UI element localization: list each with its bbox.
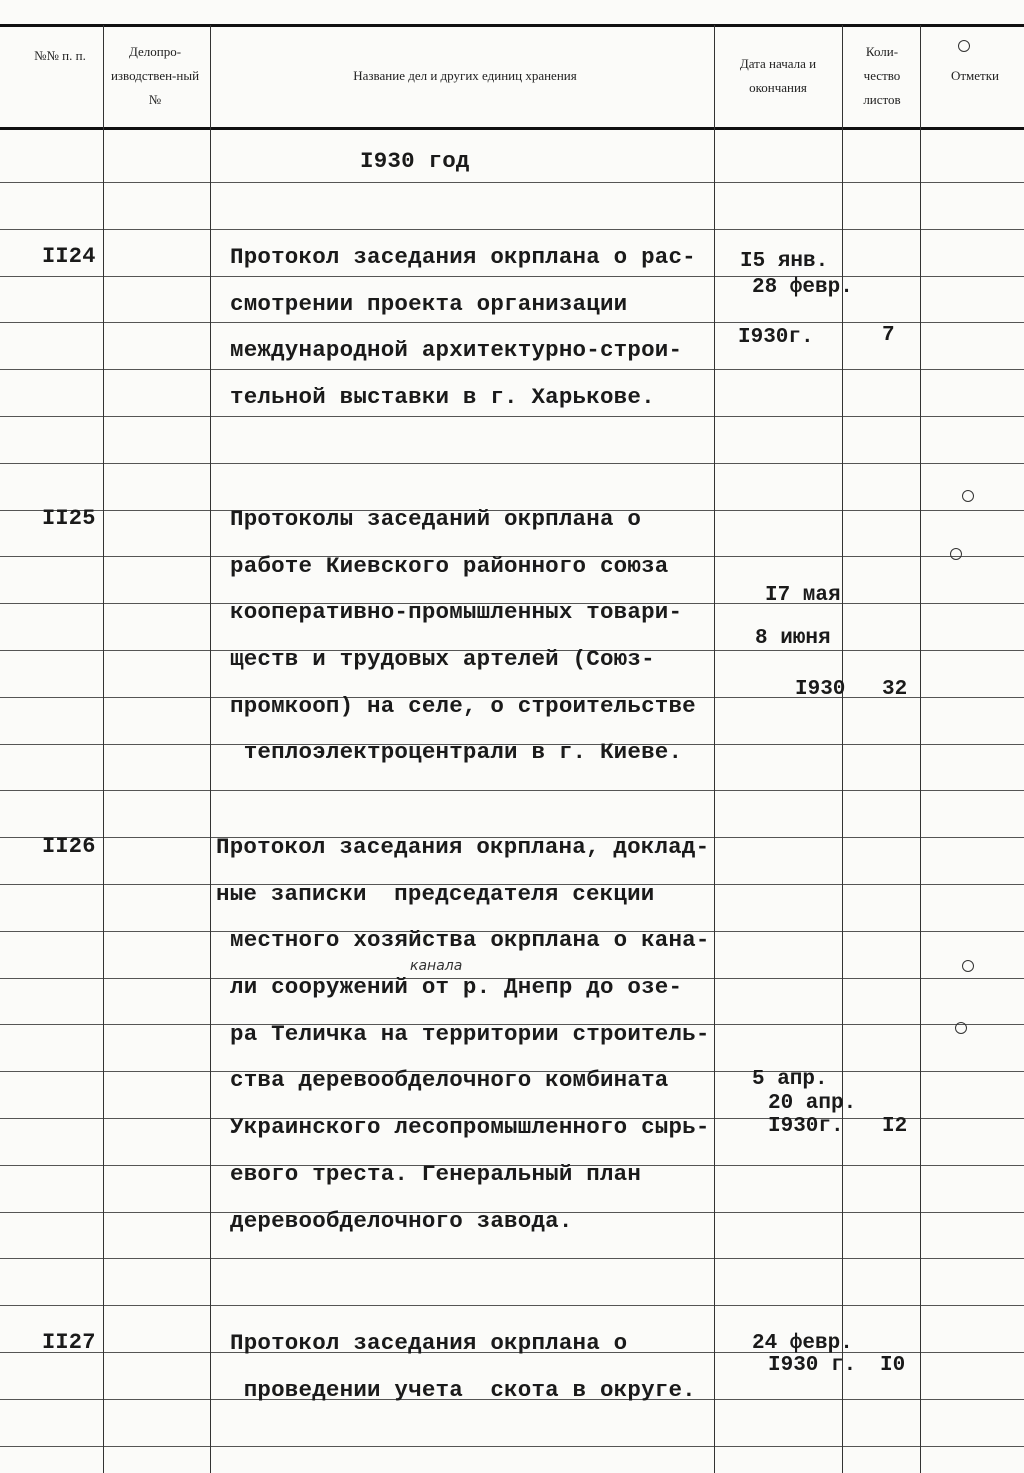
ruled-line [0,1305,1024,1306]
title-line: теплоэлектроцентрали в г. Киеве. [230,739,683,766]
punch-hole-mark-icon [962,960,974,972]
column-divider [210,25,211,1473]
title-line: деревообделочного завода. [230,1207,573,1234]
entry-title [216,824,710,1244]
ruled-line [0,463,1024,464]
header-notes: Отметки [950,68,1000,83]
punch-hole-mark-icon [955,1022,967,1034]
title-line: Протоколы заседаний окрплана о [230,506,642,532]
title-line: местного хозяйства окрплана о кана- [230,927,710,954]
title-line: ства деревообделочного комбината [230,1067,669,1094]
date-year: I930 г. [768,1354,857,1377]
title-line: Украинского лесопромышленного сырь- [230,1114,710,1141]
entry-number: II26 [42,834,96,859]
title-line: проведении учета скота в округе. [230,1376,696,1403]
title-line: ли сооружений от р. Днепр до озе- [230,974,683,1001]
entry-title [230,234,696,421]
entry-number: II24 [42,244,96,269]
date-end: 20 апр. [768,1092,857,1115]
title-line: Протокол заседания окрплана о рас- [230,244,696,270]
entry-title [230,496,696,776]
column-divider [103,25,104,1473]
ruled-line [0,1446,1024,1447]
ruled-line [0,182,1024,183]
title-line: ра Теличка на территории строитель- [230,1020,710,1047]
date-year: I930г. [738,326,814,349]
handwritten-correction: канала [410,958,463,974]
date-end: 28 февр. [752,276,853,299]
column-divider [842,25,843,1473]
title-line: смотрении проекта организации [230,290,628,317]
header-top-rule [0,24,1024,27]
column-divider [714,25,715,1473]
punch-hole-mark-icon [958,40,970,52]
sheet-count: I2 [882,1115,908,1138]
title-line: промкооп) на селе, о строительстве [230,692,696,719]
header-bottom-rule [0,127,1024,130]
date-start: 24 февр. [752,1332,853,1355]
title-line: кооперативно-промышленных товари- [230,599,683,626]
date-year: I930г. [768,1115,844,1138]
title-line: тельной выставки в г. Харькове. [230,384,655,411]
title-line: ществ и трудовых артелей (Союз- [230,646,655,673]
date-end: 8 июня [755,627,831,650]
title-line: ные записки председателя секции [216,880,655,907]
header-number: №№ п. п. [34,48,86,63]
ruled-line [0,1258,1024,1259]
date-start: I5 янв. [740,250,829,273]
sheet-count: 32 [882,678,908,701]
date-year: I930 [795,678,846,701]
entry-title [230,1320,696,1413]
title-line: евого треста. Генеральный план [230,1160,642,1187]
punch-hole-mark-icon [950,548,962,560]
title-line: Протокол заседания окрплана, доклад- [216,834,710,860]
date-start: 5 апр. [752,1068,828,1091]
sheet-count: I0 [880,1354,906,1377]
year-heading: I930 год [360,148,470,174]
date-start: I7 мая [765,584,841,607]
ruled-line [0,790,1024,791]
header-office-number: Делопро-изводствен-ный № [110,44,200,107]
column-divider [920,25,921,1473]
entry-number: II25 [42,506,96,531]
punch-hole-mark-icon [962,490,974,502]
header-sheets: Коли-чество листов [863,44,901,107]
sheet-count: 7 [882,324,895,347]
title-line: работе Киевского районного союза [230,552,669,579]
title-line: международной архитектурно-строи- [230,337,683,364]
entry-number: II27 [42,1330,96,1355]
title-line: Протокол заседания окрплана о [230,1330,628,1356]
header-title: Название дел и других единиц хранения [353,68,577,83]
ruled-line [0,229,1024,230]
header-dates: Дата начала и окончания [739,56,817,95]
